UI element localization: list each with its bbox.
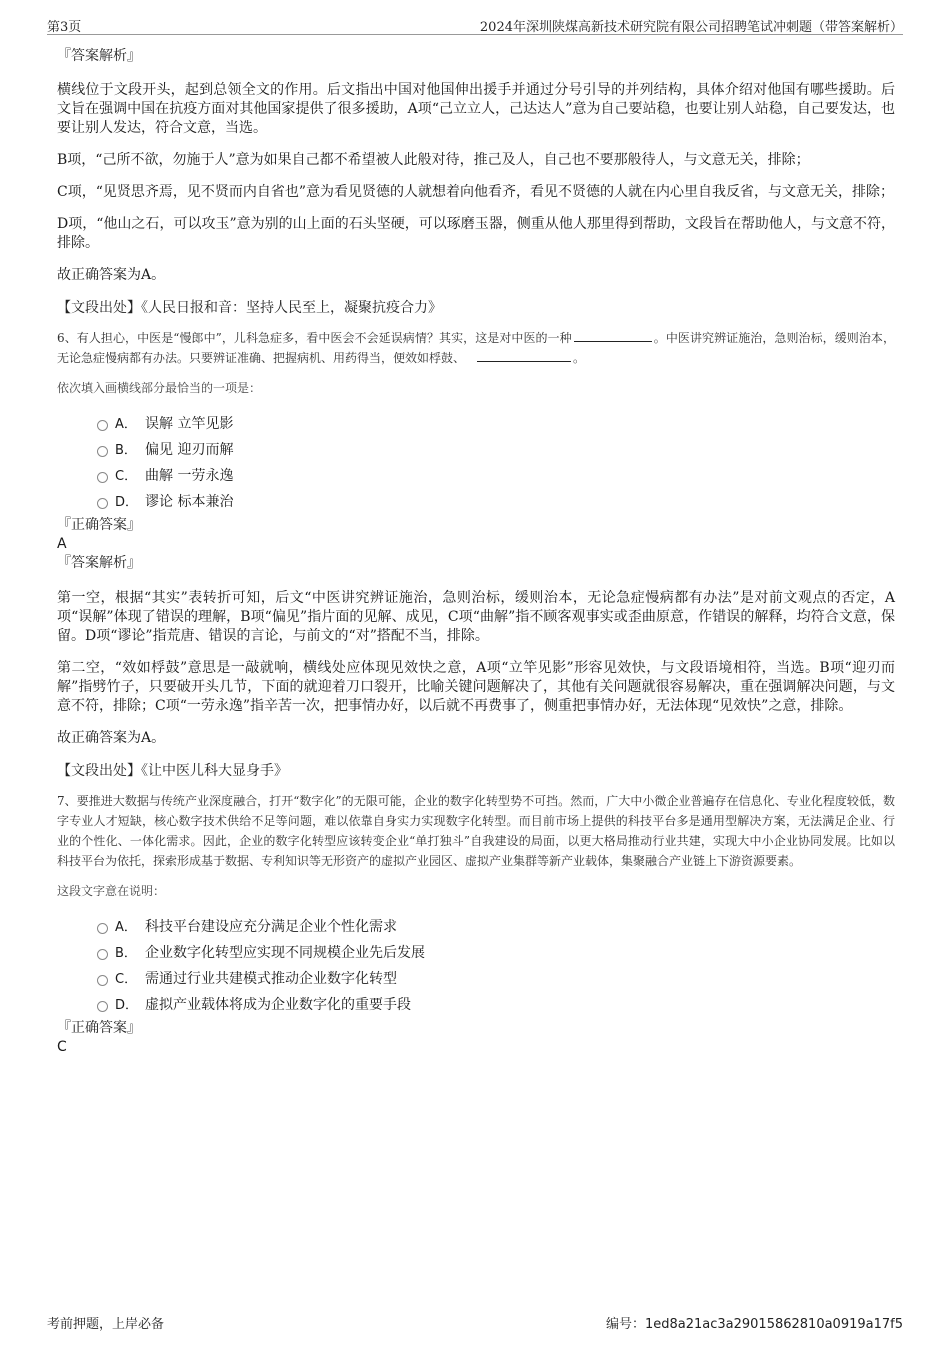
option-a[interactable]: A． 误解 立竿见影 [57, 411, 895, 437]
correct-answer-label: 『正确答案』 [57, 1020, 141, 1036]
analysis-paragraph: D项，“他山之石，可以攻玉”意为别的山上面的石头坚硬，可以琢磨玉器，侧重从他人那里得到帮助，文段旨在帮助他人，与文意不符，排除。 [57, 216, 895, 251]
question-7-options [57, 914, 895, 1018]
radio-button-icon[interactable] [97, 1001, 108, 1012]
conclusion: 故正确答案为A。 [57, 730, 166, 746]
fill-blank-2 [477, 348, 571, 362]
correct-answer: A [57, 536, 67, 552]
analysis-paragraph: B项，“己所不欲，勿施于人”意为如果自己都不希望被人此般对待，推己及人，自己也不要那般待人，与文意无关，排除； [57, 152, 810, 168]
option-c[interactable]: C． 需通过行业共建模式推动企业数字化转型 [57, 966, 895, 992]
conclusion: 故正确答案为A。 [57, 267, 166, 283]
radio-button-icon[interactable] [97, 446, 108, 457]
page-number: 第3页 [47, 20, 82, 35]
question-7-stem: 7、要推进大数据与传统产业深度融合，打开“数字化”的无限可能，企业的数字化转型势不可挡。然而，广大中小微企业普遍存在信息化、专业化程度较低，数字专业人才短缺，核心数字技术供给不足等问题，难以依靠自身实力实现数字化转型。而目前市场上提供的科技平台多是通用型解决方案，无法满足企业、行业的个性化、一体化需求。因此，企业的数字化转型应该转变企业“单打独斗”自我建设的局面，以更大格局推动行业共建，实现大中小企业协同发展。比如以科技平台为依托，探索形成基于数据、专利知识等无形资产的虚拟产业园区、虚拟产业集群等新产业载体，集聚融合产业链上下游资源要素。 [57, 794, 895, 868]
radio-button-icon[interactable] [97, 975, 108, 986]
option-b[interactable]: B． 偏见 迎刃而解 [57, 437, 895, 463]
analysis-paragraph: 第二空，“效如桴鼓”意思是一敲就响，横线处应体现见效快之意，A项“立竿见影”形容见效快，与文段语境相符，当选。B项“迎刃而解”指劈竹子，只要破开头几节，下面的就迎着刀口裂开，比喻关键问题解决了，其他有关问题就很容易解决，重在强调解决问题，与文意不符，排除；C项“一劳永逸”指辛苦一次，把事情办好，以后就不再费事了，侧重把事情办好，无法体现“见效快”之意，排除。 [57, 660, 895, 714]
option-c[interactable]: C． 曲解 一劳永逸 [57, 463, 895, 489]
source-citation: 【文段出处】《让中医儿科大显身手》 [57, 763, 288, 779]
analysis-label: 『答案解析』 [57, 48, 141, 64]
radio-button-icon[interactable] [97, 923, 108, 934]
analysis-paragraph: 横线位于文段开头，起到总领全文的作用。后文指出中国对他国伸出援手并通过分号引导的并列结构，具体介绍对他国有哪些援助。后文旨在强调中国在抗疫方面对其他国家提供了很多援助，A项“己立立人，己达达人”意为自己要站稳，也要让别人站稳，自己要发达，也要让别人发达，符合文意，当选。 [57, 82, 895, 136]
page-content [57, 46, 895, 1056]
document-title: 2024年深圳陕煤高新技术研究院有限公司招聘笔试冲刺题（带答案解析） [479, 20, 903, 35]
page-header [47, 14, 903, 35]
correct-answer: C [57, 1039, 67, 1055]
question-6-options [57, 411, 895, 515]
option-b[interactable]: B． 企业数字化转型应实现不同规模企业先后发展 [57, 940, 895, 966]
question-6-prompt: 依次填入画横线部分最恰当的一项是： [57, 381, 262, 395]
radio-button-icon[interactable] [97, 472, 108, 483]
page-footer [47, 1313, 903, 1333]
question-6-stem: 6、有人担心，中医是“慢郎中”，儿科急症多，看中医会不会延误病情？其实，这是对中医的一种 。中医讲究辨证施治，急则治标，缓则治本，无论急症慢病都有办法。只要辨证准确、把握病机、用药得当，便效如桴鼓、 。 [57, 328, 895, 368]
footer-slogan: 考前押题，上岸必备 [47, 1317, 165, 1332]
analysis-label: 『答案解析』 [57, 555, 141, 571]
radio-button-icon[interactable] [97, 949, 108, 960]
radio-button-icon[interactable] [97, 420, 108, 431]
analysis-paragraph: 第一空，根据“其实”表转折可知，后文“中医讲究辨证施治，急则治标，缓则治本，无论急症慢病都有办法”是对前文观点的否定，A项“误解”体现了错误的理解，B项“偏见”指片面的见解、成见，C项“曲解”指不顾客观事实或歪曲原意，作错误的解释，均符合文意，保留。D项“谬论”指荒唐、错误的言论，与前文的“对”搭配不当，排除。 [57, 590, 895, 644]
radio-button-icon[interactable] [97, 498, 108, 509]
option-d[interactable]: D． 虚拟产业载体将成为企业数字化的重要手段 [57, 992, 895, 1018]
option-a[interactable]: A． 科技平台建设应充分满足企业个性化需求 [57, 914, 895, 940]
document-code: 编号：1ed8a21ac3a29015862810a0919a17f5 [605, 1317, 903, 1332]
fill-blank-1 [574, 328, 652, 342]
option-d[interactable]: D． 谬论 标本兼治 [57, 489, 895, 515]
correct-answer-label: 『正确答案』 [57, 517, 141, 533]
source-citation: 【文段出处】《人民日报和音：坚持人民至上，凝聚抗疫合力》 [57, 300, 442, 316]
question-7-prompt: 这段文字意在说明： [57, 884, 166, 898]
analysis-paragraph: C项，“见贤思齐焉，见不贤而内自省也”意为看见贤德的人就想着向他看齐，看见不贤德的人就在内心里自我反省，与文意无关，排除； [57, 184, 895, 200]
